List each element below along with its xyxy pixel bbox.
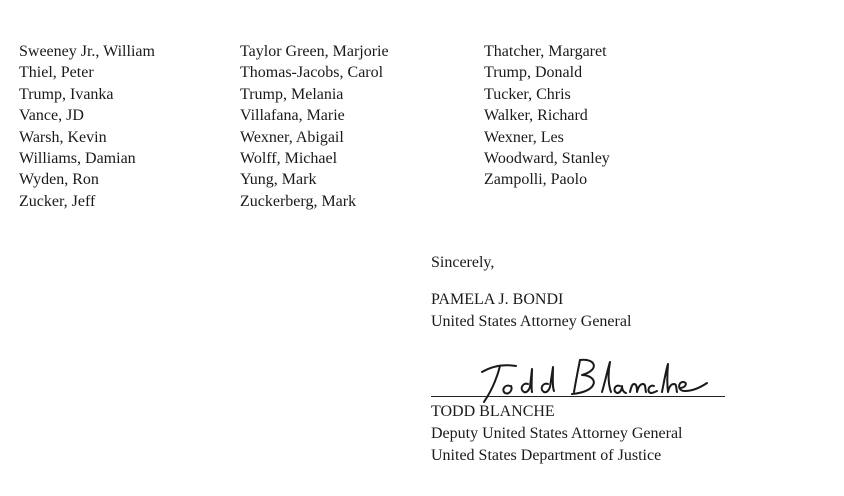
name-entry: Yung, Mark — [240, 171, 317, 189]
name-entry: Tucker, Chris — [484, 85, 571, 103]
name-entry: Wexner, Les — [484, 128, 564, 146]
name-entry: Trump, Ivanka — [19, 85, 114, 103]
signature-line — [431, 396, 725, 397]
sender-block — [431, 289, 631, 333]
sender-title: United States Attorney General — [431, 313, 632, 330]
name-entry: Trump, Melania — [240, 85, 344, 103]
signer-department: United States Department of Justice — [431, 447, 662, 464]
name-entry: Woodward, Stanley — [484, 150, 610, 168]
sender-name: PAMELA J. BONDI — [431, 291, 564, 308]
name-entry: Thatcher, Margaret — [484, 43, 607, 60]
closing-salutation: Sincerely, — [431, 254, 495, 271]
name-entry: Thomas-Jacobs, Carol — [240, 64, 384, 82]
name-entry: Wolff, Michael — [240, 150, 338, 168]
name-entry: Wyden, Ron — [19, 171, 99, 189]
name-entry: Zucker, Jeff — [19, 192, 96, 210]
name-entry: Warsh, Kevin — [19, 128, 107, 146]
name-entry: Taylor Green, Marjorie — [240, 43, 389, 60]
name-entry: Sweeney Jr., William — [19, 43, 155, 60]
name-column-1 — [19, 41, 155, 212]
name-entry: Wexner, Abigail — [240, 128, 344, 146]
name-entry: Trump, Donald — [484, 64, 583, 82]
name-column-2 — [240, 41, 389, 212]
signer-block — [431, 401, 683, 467]
name-entry: Villafana, Marie — [240, 107, 345, 125]
name-entry: Thiel, Peter — [19, 64, 94, 82]
handwritten-signature — [470, 352, 710, 408]
signer-title: Deputy United States Attorney General — [431, 425, 683, 442]
name-entry: Williams, Damian — [19, 150, 136, 168]
name-entry: Zuckerberg, Mark — [240, 192, 357, 210]
signer-name: TODD BLANCHE — [431, 403, 555, 420]
name-column-3 — [484, 41, 610, 191]
name-entry: Vance, JD — [19, 107, 84, 125]
name-entry: Zampolli, Paolo — [484, 171, 588, 189]
name-entry: Walker, Richard — [484, 107, 588, 125]
